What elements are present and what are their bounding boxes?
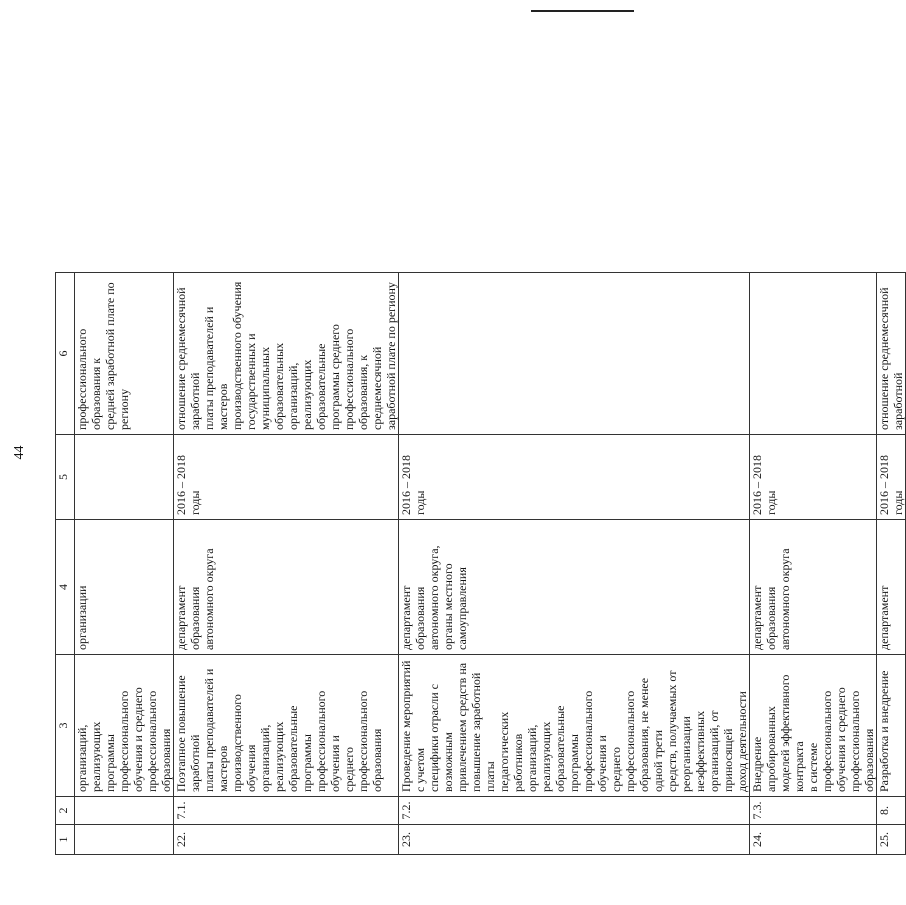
table-row	[75, 273, 174, 855]
header-cell-4: 4	[56, 520, 75, 655]
table-row	[174, 273, 399, 855]
item-number: 7.2.	[399, 801, 413, 820]
responsible-text: департамент образования автономного округа, органы местного самоуправления	[399, 545, 469, 650]
row-number: 25.	[877, 832, 891, 847]
header-row	[56, 273, 75, 855]
table-row	[399, 273, 750, 855]
page-number: 44	[12, 445, 27, 460]
item-number: 7.3.	[750, 801, 764, 820]
activity-text: Поэтапное повышение заработной платы преподавателей и мастеров производственного обучения организаций, реализующих образовательные программы профессионального обучения и среднего профессионального образования	[174, 668, 384, 792]
responsible-text: организации	[75, 585, 89, 650]
indicator-text: профессионального образования к средней заработной плате по региону	[75, 282, 131, 430]
item-number: 7.1.	[174, 801, 188, 820]
activity-text: организаций, реализующих программы профессионального обучения и среднего профессионального образования	[75, 687, 173, 792]
table-row	[877, 273, 906, 855]
activity-text: Разработка и внедрение	[877, 670, 891, 792]
indicator-text: отношение среднемесячной заработной платы преподавателей и мастеров производственного обучения государственных и муниципальных образовательных организаций, реализующих образовательные программы среднего профессионального образования, к среднемесячной заработной плате по региону	[174, 281, 398, 430]
header-cell-1: 1	[56, 825, 75, 855]
header-cell-6: 6	[56, 273, 75, 435]
period-text: 2016 – 2018 годы	[399, 455, 427, 515]
activity-text: Внедрение апробированных моделей эффективного контракта в системе профессионального обучения и среднего профессионального образования	[750, 674, 876, 792]
indicator-text: отношение среднемесячной заработной	[877, 287, 905, 430]
header-cell-3: 3	[56, 655, 75, 797]
period-text: 2016 – 2018 годы	[174, 455, 202, 515]
table-row	[750, 273, 877, 855]
row-number: 22.	[174, 832, 188, 847]
responsible-text: департамент	[877, 585, 891, 650]
period-text: 2016 – 2018 годы	[877, 455, 905, 515]
row-number: 23.	[399, 832, 413, 847]
period-text: 2016 – 2018 годы	[750, 455, 778, 515]
item-number: 8.	[877, 806, 891, 815]
row-number: 24.	[750, 832, 764, 847]
responsible-text: департамент образования автономного округа	[174, 548, 216, 650]
responsible-text: департамент образования автономного округа	[750, 548, 792, 650]
header-cell-5: 5	[56, 435, 75, 520]
activity-text: Проведение мероприятий с учетом специфики отрасли с возможным привлечением средств на повышение заработной платы педагогических работников организаций, реализующих образовательные программы профессионального обучения и среднего профессионального образования, не менее одной трети средств, получаемых от реорганизации неэффективных организаций, от приносящей доход деятельности	[399, 660, 749, 792]
plan-table	[55, 272, 906, 855]
header-cell-2: 2	[56, 797, 75, 825]
